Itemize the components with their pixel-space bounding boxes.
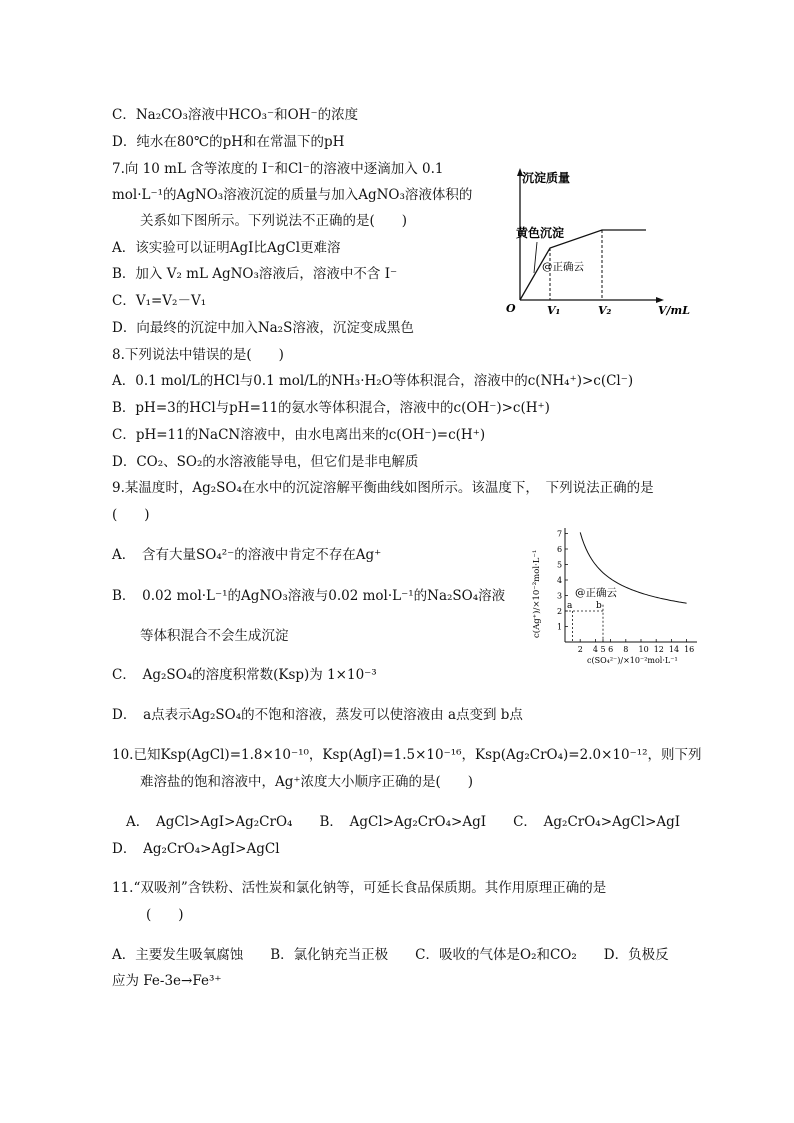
q7-option-c: C．V₁=V₂－V₁ xyxy=(112,293,207,309)
q9-solubility-chart xyxy=(525,520,703,670)
q9-x-tick-label: 6 xyxy=(608,645,614,654)
q9-option-d: D． a点表示Ag₂SO₄的不饱和溶液，蒸发可以使溶液由 a点变到 b点 xyxy=(112,707,523,723)
q9-y-tick-label: 4 xyxy=(557,576,563,585)
q9-x-tick-label: 2 xyxy=(577,645,583,654)
q8-option-b: B．pH=3的HCl与pH=11的氨水等体积混合，溶液中的c(OH⁻)>c(H⁺) xyxy=(112,400,550,416)
q8-option-c: C．pH=11的NaCN溶液中，由水电离出来的c(OH⁻)=c(H⁺) xyxy=(112,427,486,443)
q8-option-a: A．0.1 mol/L的HCl与0.1 mol/L的NH₃·H₂O等体积混合，溶液中的c(NH₄⁺)>c(Cl⁻) xyxy=(112,373,634,389)
q7-v2-label: V₂ xyxy=(598,304,612,317)
q9-x-tick-label: 12 xyxy=(653,645,664,654)
q9-x-tick-label: 8 xyxy=(623,645,629,654)
q9-x-tick-label: 5 xyxy=(600,645,606,654)
q10-options-abc: A． AgCl>AgI>Ag₂CrO₄ B． AgCl>Ag₂CrO₄>AgI C． Ag₂CrO₄>AgCl>AgI xyxy=(126,814,681,830)
q9-option-a: A． 含有大量SO₄²⁻的溶液中肯定不存在Ag⁺ xyxy=(112,547,382,563)
q9-y-tick-label: 2 xyxy=(557,607,563,616)
q9-y-tick-label: 6 xyxy=(557,545,563,554)
q7-watermark: @正确云 xyxy=(542,261,584,273)
q7-option-d: D．向最终的沉淀中加入Na₂S溶液，沉淀变成黑色 xyxy=(112,320,414,336)
q9-y-tick-label: 3 xyxy=(557,591,563,601)
q10-stem-line2: 难溶盐的饱和溶液中，Ag⁺浓度大小顺序正确的是( ) xyxy=(140,774,474,790)
q7-annotation-yellow-precipitate: 黄色沉淀 xyxy=(516,226,565,240)
q8-stem: 8.下列说法中错误的是( ) xyxy=(112,347,284,363)
q7-x-label: V/mL xyxy=(658,304,690,317)
q9-option-b-line1: B． 0.02 mol·L⁻¹的AgNO₃溶液与0.02 mol·L⁻¹的Na₂SO₄溶液 xyxy=(112,588,506,604)
q7-stem-line1: 7.向 10 mL 含等浓度的 I⁻和Cl⁻的溶液中逐滴加入 0.1 xyxy=(112,161,444,177)
q7-origin-label: O xyxy=(506,302,516,315)
q7-stem-line3: 关系如下图所示。下列说法不正确的是( ) xyxy=(140,213,408,229)
q9-y-tick-label: 1 xyxy=(557,622,563,632)
q9-x-tick-label: 16 xyxy=(684,645,695,654)
q10-stem-line1: 10.已知Ksp(AgCl)=1.8×10⁻¹⁰，Ksp(AgI)=1.5×10⁻¹⁶，Ksp(Ag₂CrO₄)=2.0×10⁻¹²，则下列 xyxy=(112,747,702,763)
q7-v1-label: V₁ xyxy=(547,304,561,317)
q6-option-d: D．纯水在80℃的pH和在常温下的pH xyxy=(112,134,345,150)
q9-watermark: @正确云 xyxy=(575,587,617,599)
q9-x-label: c(SO₄²⁻)/×10⁻²mol·L⁻¹ xyxy=(587,656,678,665)
q9-point-a: a xyxy=(567,601,573,611)
q9-x-tick-label: 10 xyxy=(638,645,649,654)
q9-point-b: b xyxy=(596,601,602,611)
q9-y-label: c(Ag⁺)/×10⁻²mol·L⁻¹ xyxy=(532,549,542,638)
q8-option-d: D．CO₂、SO₂的水溶液能导电，但它们是非电解质 xyxy=(112,454,419,470)
q11-stem: 11.“双吸剂”含铁粉、活性炭和氯化钠等，可延长食品保质期。其作用原理正确的是 xyxy=(112,880,607,896)
q9-paren: ( ) xyxy=(112,507,150,523)
q9-option-b-line2: 等体积混合不会生成沉淀 xyxy=(140,628,289,644)
q9-option-c: C． Ag₂SO₄的溶度积常数(Ksp)为 1×10⁻³ xyxy=(112,667,377,683)
q7-option-a: A．该实验可以证明AgI比AgCl更难溶 xyxy=(112,240,341,256)
q9-x-tick-label: 14 xyxy=(668,645,680,654)
q7-option-b: B．加入 V₂ mL AgNO₃溶液后，溶液中不含 I⁻ xyxy=(112,266,398,282)
q9-y-tick-label: 7 xyxy=(557,529,563,539)
q9-x-tick-label: 4 xyxy=(592,645,598,654)
q7-stem-line2: mol·L⁻¹的AgNO₃溶液沉淀的质量与加入AgNO₃溶液体积的 xyxy=(112,187,473,203)
q11-paren: ( ) xyxy=(146,907,184,923)
q11-options: A．主要发生吸氧腐蚀 B．氯化钠充当正极 C．吸收的气体是O₂和CO₂ D．负极反 xyxy=(112,947,669,963)
q11-options-cont: 应为 Fe-3e→Fe³⁺ xyxy=(112,973,222,989)
q7-precipitate-chart xyxy=(500,162,710,320)
q9-stem: 9.某温度时，Ag₂SO₄在水中的沉淀溶解平衡曲线如图所示。该温度下， 下列说法正确的是 xyxy=(112,480,654,496)
q6-option-c: C．Na₂CO₃溶液中HCO₃⁻和OH⁻的浓度 xyxy=(112,107,359,123)
q9-y-tick-label: 5 xyxy=(557,560,563,570)
q7-y-label: 沉淀质量 xyxy=(522,171,571,185)
q10-option-d: D． Ag₂CrO₄>AgI>AgCl xyxy=(112,841,280,857)
